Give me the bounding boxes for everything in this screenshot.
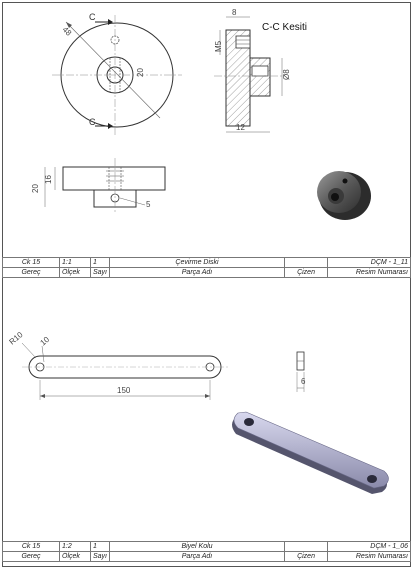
dim-150: 150: [117, 386, 131, 395]
title-block-2: [2, 541, 411, 562]
tb1-part-name: Çevirme Diski: [110, 258, 285, 268]
tb1-qty: 1: [91, 258, 110, 268]
tb2-scale: 1:2: [60, 542, 91, 552]
tb2-h-part: Parça Adı: [110, 552, 285, 562]
dim-5: 5: [146, 200, 151, 209]
dim-10: 10: [38, 334, 52, 348]
tb2-h-drawer: Çizen: [285, 552, 328, 562]
section-cc-view: [214, 17, 282, 132]
tb2-h-drawing-no: Resim Numarası: [328, 552, 411, 562]
tb1-h-scale: Ölçek: [60, 268, 91, 278]
tb2-part-name: Biyel Kolu: [110, 542, 285, 552]
tb1-h-material: Gereç: [3, 268, 60, 278]
section-letter-bottom: C: [89, 117, 96, 127]
section-letter-top: C: [89, 12, 96, 22]
dim-20: 20: [136, 68, 145, 77]
tb2-h-material: Gereç: [3, 552, 60, 562]
tb1-drawing-no: DÇM - 1_11: [328, 258, 411, 268]
tb1-scale: 1:1: [60, 258, 91, 268]
dim-diameter-8: Ø8: [282, 69, 291, 80]
tb1-h-qty: Sayı: [91, 268, 110, 278]
dim-8-top: 8: [232, 8, 237, 17]
tb2-drawer: [285, 542, 328, 552]
tb2-h-scale: Ölçek: [60, 552, 91, 562]
dim-6: 6: [301, 377, 306, 386]
tb2-drawing-no: DÇM - 1_06: [328, 542, 411, 552]
tb1-h-drawing-no: Resim Numarası: [328, 268, 411, 278]
tb1-material: Ck 15: [3, 258, 60, 268]
section-cc-label: C-C Kesiti: [262, 22, 308, 33]
tb1-h-part: Parça Adı: [110, 268, 285, 278]
rod-3d-render: [232, 412, 389, 494]
tb1-h-drawer: Çizen: [285, 268, 328, 278]
dim-12: 12: [236, 123, 245, 132]
tb2-h-qty: Sayı: [91, 552, 110, 562]
title-block-1: [2, 257, 411, 278]
dim-m5: M5: [214, 40, 223, 52]
tb1-drawer: [285, 258, 328, 268]
rod-side-view: [297, 352, 304, 392]
dim-diameter-48: 48: [60, 25, 74, 38]
tb2-qty: 1: [91, 542, 110, 552]
dim-20-side: 20: [31, 184, 40, 193]
disk-3d-render: [317, 171, 371, 220]
tb2-material: Ck 15: [3, 542, 60, 552]
dim-r10: R10: [7, 330, 25, 347]
dim-16: 16: [44, 175, 53, 184]
